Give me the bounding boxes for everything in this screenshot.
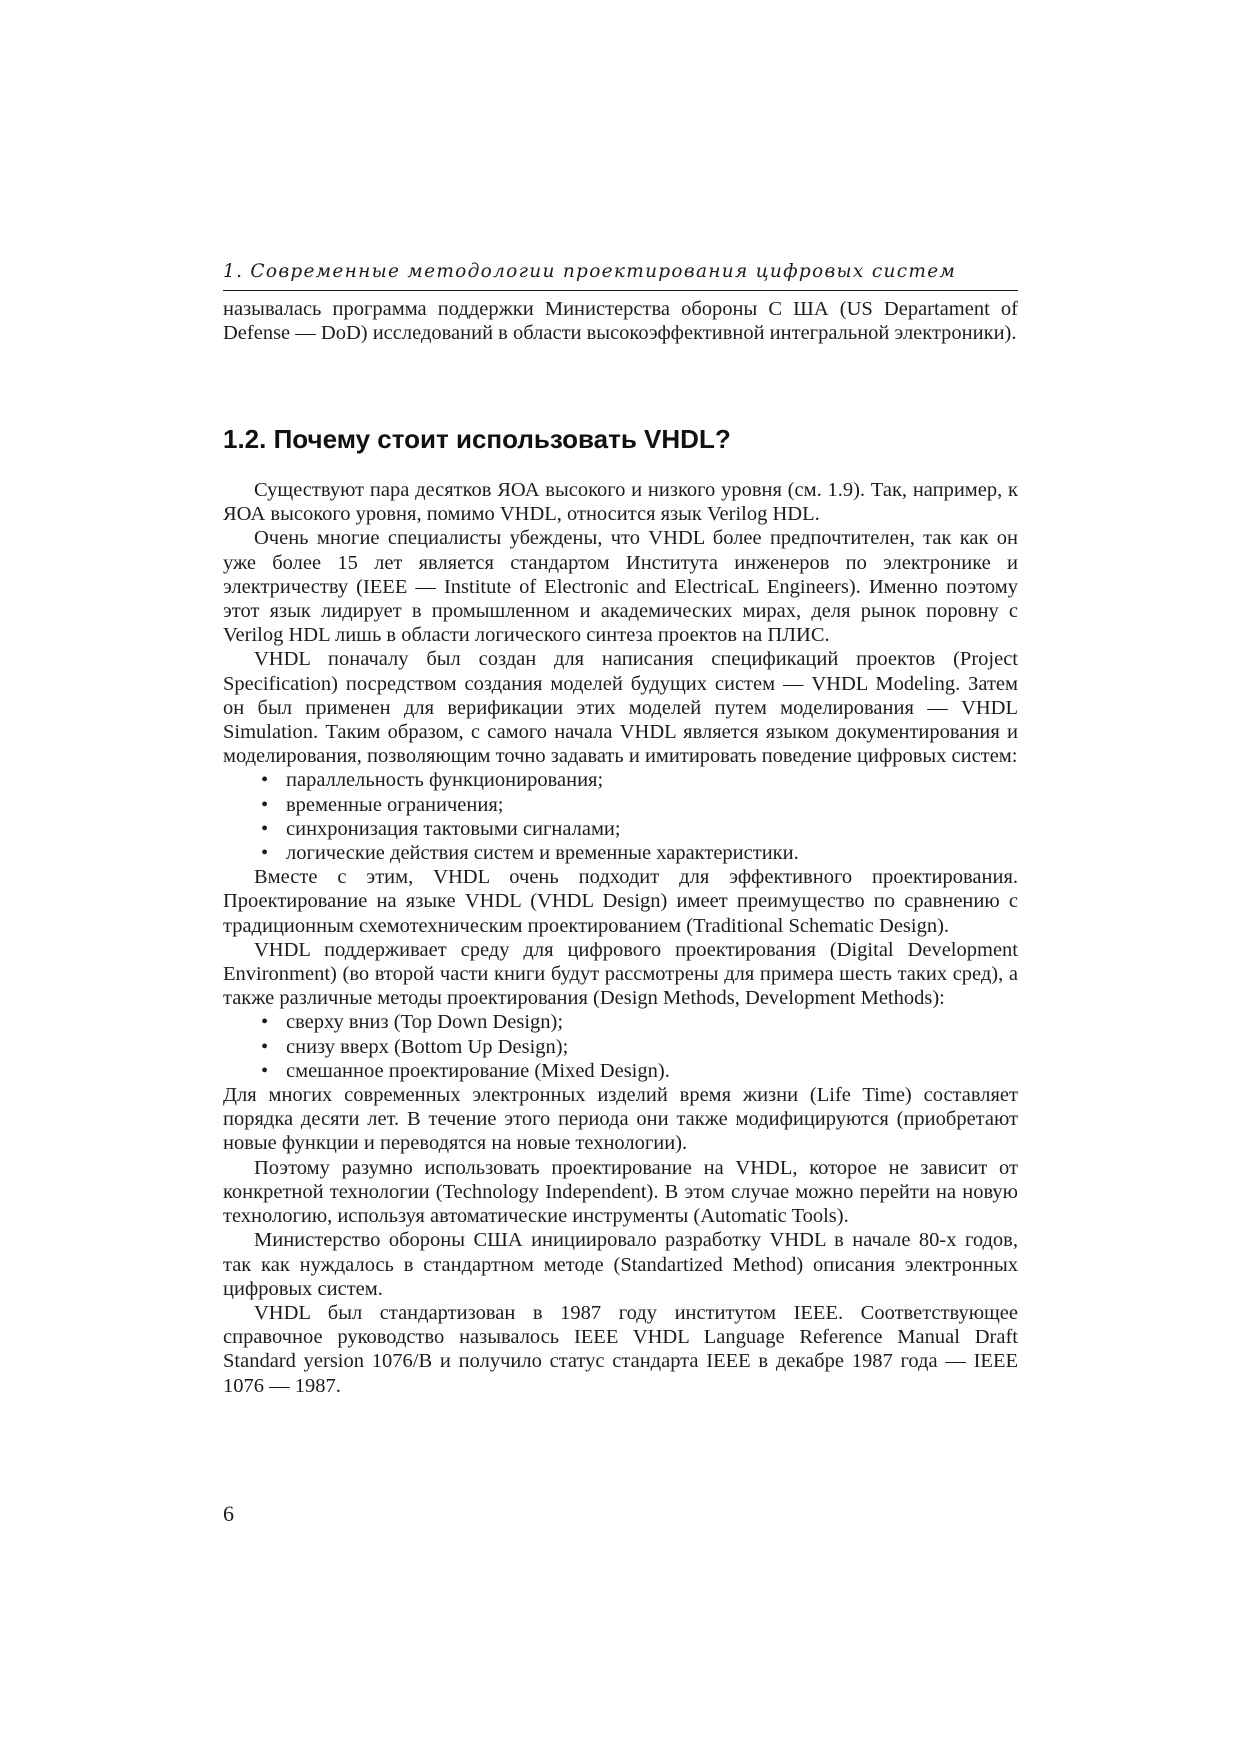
paragraph: Поэтому разумно использовать проектирование на VHDL, которое не зависит от конкретной технологии (Technology Independent). В этом случае можно перейти на новую технологию, используя автоматические инструменты (Automatic Tools).	[223, 1156, 1018, 1228]
list-item	[261, 841, 1018, 865]
intro-text-block	[223, 297, 1018, 345]
list-item	[261, 768, 1018, 792]
paragraph: Для многих современных электронных изделий время жизни (Life Time) составляет порядка десяти лет. В течение этого периода они также модифицируются (приобретают новые функции и переводятся на новые технологии).	[223, 1084, 1018, 1155]
bullet-list-features	[223, 768, 1018, 865]
page-number: 6	[223, 1501, 234, 1526]
list-item	[261, 1059, 1018, 1083]
bullet-mark: •	[261, 842, 269, 865]
list-item-text: снизу вверх (Bottom Up Design);	[286, 1035, 569, 1058]
paragraph: Вместе с этим, VHDL очень подходит для эффективного проектирования. Проектирование на языке VHDL (VHDL Design) имеет преимущество по сравнению с традиционным схемотехническим проектированием (Traditional Schematic Design).	[223, 866, 1018, 937]
list-item	[261, 1010, 1018, 1034]
list-item-text: временные ограничения;	[286, 793, 504, 816]
list-item	[261, 1035, 1018, 1059]
list-item-text: смешанное проектирование (Mixed Design).	[286, 1059, 670, 1082]
paragraph: VHDL поначалу был создан для написания спецификаций проектов (Project Specification) посредством создания моделей будущих систем — VHDL Modeling. Затем он был применен для верификации этих моделей путем моделирования — VHDL Simulation. Таким образом, с самого начала VHDL является языком документирования и моделирования, позволяющим точно задавать и имитировать поведение цифровых систем:	[223, 648, 1018, 768]
intro-paragraph: называлась программа поддержки Министерства обороны С ША (US Departament of Defense — DoD) исследований в области высокоэффективной интегральной электроники).	[223, 298, 1018, 345]
list-item-text: сверху вниз (Top Down Design);	[286, 1011, 564, 1034]
running-head: 1. Современные методологии проектирования цифровых систем	[223, 256, 1018, 291]
paragraph: Министерство обороны США инициировало разработку VHDL в начале 80-х годов, так как нуждалось в стандартном методе (Standartized Method) описания электронных цифровых систем.	[223, 1229, 1018, 1300]
bullet-mark: •	[261, 817, 269, 840]
bullet-mark: •	[261, 1059, 269, 1082]
section-body	[223, 478, 1018, 1398]
bullet-list-design-methods	[223, 1010, 1018, 1083]
bullet-mark: •	[261, 793, 269, 816]
bullet-mark: •	[261, 1035, 269, 1058]
list-item	[261, 793, 1018, 817]
list-item-text: синхронизация тактовыми сигналами;	[286, 817, 621, 840]
paragraph: VHDL поддерживает среду для цифрового проектирования (Digital Development Environment) (во второй части книги будут рассмотрены для примера шесть таких сред), а также различные методы проектирования (Design Methods, Development Methods):	[223, 938, 1018, 1010]
paragraph: Очень многие специалисты убеждены, что VHDL более предпочтителен, так как он уже более 15 лет является стандартом Института инженеров по электронике и электричеству (IEEE — Institute of Electronic and ElectricaL Engineers). Именно поэтому этот язык лидирует в промышленном и академических мирах, деля рынок поровну с Verilog HDL лишь в области логического синтеза проектов на ПЛИС.	[223, 527, 1018, 647]
paragraph: VHDL был стандартизован в 1987 году институтом IEEE. Соответствующее справочное руководство называлось IEEE VHDL Language Reference Manual Draft Standard yersion 1076/B и получило статус стандарта IEEE в декабре 1987 года — IEEE 1076 — 1987.	[223, 1301, 1018, 1397]
list-item	[261, 817, 1018, 841]
bullet-mark: •	[261, 1011, 269, 1034]
section-heading: 1.2. Почему стоит использовать VHDL?	[223, 424, 731, 454]
paragraph: Существуют пара десятков ЯОА высокого и низкого уровня (см. 1.9). Так, например, к ЯОА высокого уровня, помимо VHDL, относится язык Verilog HDL.	[223, 479, 1018, 526]
list-item-text: параллельность функционирования;	[286, 769, 604, 792]
list-item-text: логические действия систем и временные характеристики.	[286, 842, 799, 865]
bullet-mark: •	[261, 769, 269, 792]
